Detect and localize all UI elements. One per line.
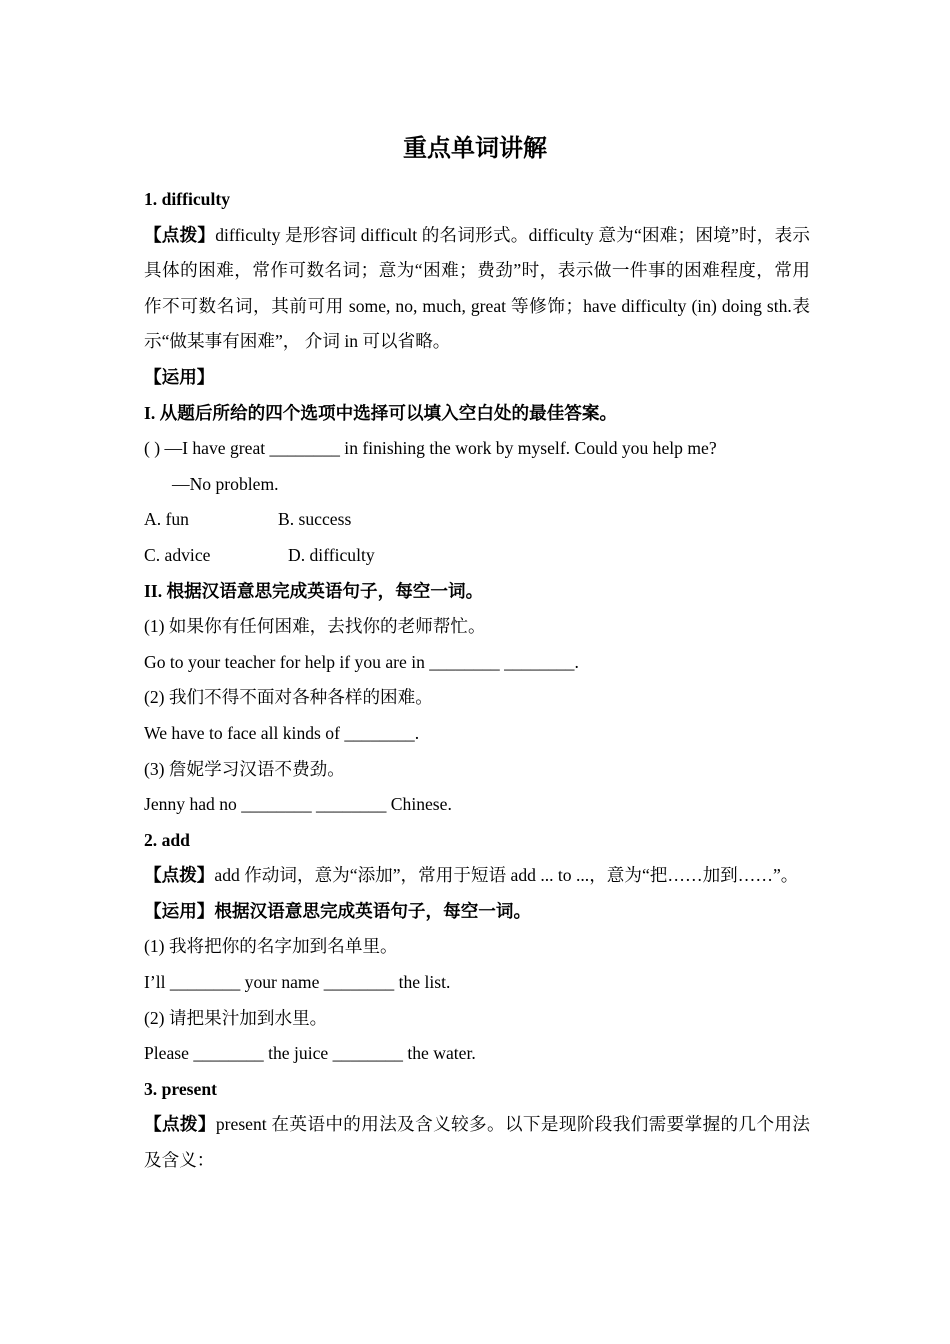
tip-label: 【点拨】 [144, 224, 216, 245]
section-heading-add: 2. add [144, 829, 190, 850]
tip-paragraph-difficulty [144, 218, 810, 360]
options-row-1 [144, 502, 810, 538]
option-a: A. fun [144, 509, 189, 530]
tip-text: difficulty 是形容词 difficult 的名词形式。difficulty 意为“困难；困境”时，表示具体的困难，常作可数名词；意为“困难；费劲”时，表示做一件事的困难程度，常用作不可数名词，其前可用 some, no, much, great 等修饰；have difficulty (in) doing sth.表示“做某事有困难”， 介词 in 可以省略。 [144, 224, 810, 352]
use-label: 【运用】 [144, 900, 215, 921]
sentence-en: Please ________ the juice ________ the water. [144, 1043, 476, 1064]
option-d: D. difficulty [288, 544, 375, 565]
tip-label: 【点拨】 [144, 1114, 216, 1135]
question-line: ( ) —I have great ________ in finishing the work by myself. Could you help me? [144, 438, 717, 459]
tip-paragraph-present [144, 1107, 810, 1178]
option-c: C. advice [144, 544, 211, 565]
option-b: B. success [278, 509, 352, 530]
options-row-2 [144, 538, 810, 574]
tip-label: 【点拨】 [144, 865, 215, 886]
sentence-en: We have to face all kinds of ________. [144, 722, 420, 743]
question-response: —No problem. [172, 473, 279, 494]
document-body [144, 182, 810, 1179]
section-heading-difficulty: 1. difficulty [144, 189, 231, 209]
use-label: 【运用】 [144, 366, 215, 387]
sentence-en: Go to your teacher for help if you are in ________ ________. [144, 651, 579, 672]
sentence-en: Jenny had no ________ ________ Chinese. [144, 794, 452, 815]
tip-text: present 在英语中的用法及含义较多。以下是现阶段我们需要掌握的几个用法及含义： [144, 1114, 810, 1171]
use-heading-add [144, 894, 810, 930]
exercise-part-1-title: I. 从题后所给的四个选项中选择可以填入空白处的最佳答案。 [144, 402, 618, 423]
sentence-cn: (3) 詹妮学习汉语不费劲。 [144, 758, 345, 779]
sentence-cn: (2) 我们不得不面对各种各样的困难。 [144, 687, 433, 708]
exercise-part-2-title: II. 根据汉语意思完成英语句子，每空一词。 [144, 580, 484, 601]
tip-text: add 作动词，意为“添加”，常用于短语 add ... to ...，意为“把……加到……”。 [214, 865, 799, 886]
tip-paragraph-add [144, 858, 810, 894]
sentence-cn: (1) 我将把你的名字加到名单里。 [144, 936, 398, 957]
sentence-cn: (2) 请把果汁加到水里。 [144, 1007, 328, 1028]
page-title: 重点单词讲解 [403, 136, 547, 162]
sentence-en: I’ll ________ your name ________ the list. [144, 972, 451, 993]
section-heading-present: 3. present [144, 1078, 217, 1099]
sentence-cn: (1) 如果你有任何困难，去找你的老师帮忙。 [144, 616, 486, 637]
use-title: 根据汉语意思完成英语句子，每空一词。 [214, 900, 532, 921]
